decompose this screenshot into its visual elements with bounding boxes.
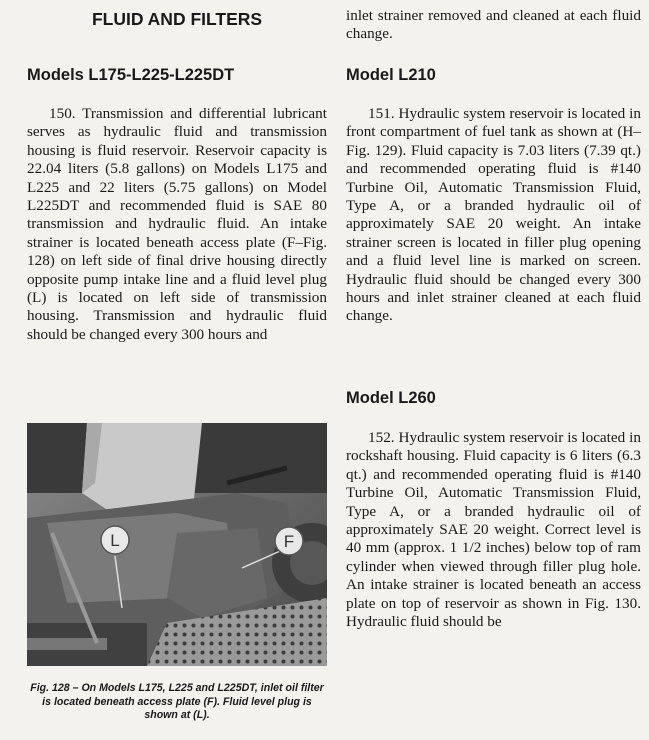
heading-model-l260: Model L260 xyxy=(346,389,436,407)
svg-text:L: L xyxy=(110,531,120,550)
heading-models-l175-l225-l225dt: Models L175-L225-L225DT xyxy=(27,66,235,84)
paragraph-151: 151. Hydraulic system reservoir is located in front compartment of fuel tank as shown at (H–Fig. 129). Fluid capacity is 7.03 liters (7.39 qt.) and recommended operating fluid is #140 Turbine Oil, Automatic Transmission Fluid, Type A, or a branded hydraulic oil of approximately SAE 20 weight. An intake strainer screen is located in filler plug opening and a fluid level line is marked on screen. Hydraulic fluid should be changed every 300 hours and inlet strainer cleaned at each fluid change. xyxy=(346,105,641,325)
figure-128-illustration xyxy=(27,423,327,666)
svg-text:F: F xyxy=(283,532,295,551)
continued-text: inlet strainer removed and cleaned at each fluid change. xyxy=(346,7,641,43)
figure-128-caption: Fig. 128 – On Models L175, L225 and L225DT, inlet oil filter is located beneath access plate (F). Fluid level plug is shown at (L). xyxy=(30,682,324,721)
paragraph-150: 150. Transmission and differential lubricant serves as hydraulic fluid and transmission housing is fluid reservoir. Reservoir capacity is 22.04 liters (5.8 gallons) on Models L175 and L225 and 22 liters (5.75 gallons) on Model L225DT and recommended fluid is SAE 80 transmission and hydraulic fluid. An intake strainer is located beneath access plate (F–Fig. 128) on left side of final drive housing directly opposite pump intake line and a fluid level plug (L) is located on left side of transmission housing. Transmission and hydraulic fluid should be changed every 300 hours and xyxy=(27,105,327,343)
callout-f xyxy=(275,527,303,555)
heading-model-l210: Model L210 xyxy=(346,66,436,84)
callout-l xyxy=(101,526,129,554)
figure-128-photo xyxy=(27,423,327,666)
section-title: FLUID AND FILTERS xyxy=(91,9,263,29)
paragraph-152: 152. Hydraulic system reservoir is located in rockshaft housing. Fluid capacity is 6 liters (6.3 qt.) and recommended operating fluid is #140 Turbine Oil, Automatic Transmission Fluid, Type A, or a branded hydraulic oil of approximately SAE 20 weight. Correct level is 40 mm (approx. 1 1/2 inches) below top of ram cylinder when viewed through filler plug hole. An intake strainer is located beneath an access plate on top of reservoir as shown in Fig. 130. Hydraulic fluid should be xyxy=(346,429,641,631)
